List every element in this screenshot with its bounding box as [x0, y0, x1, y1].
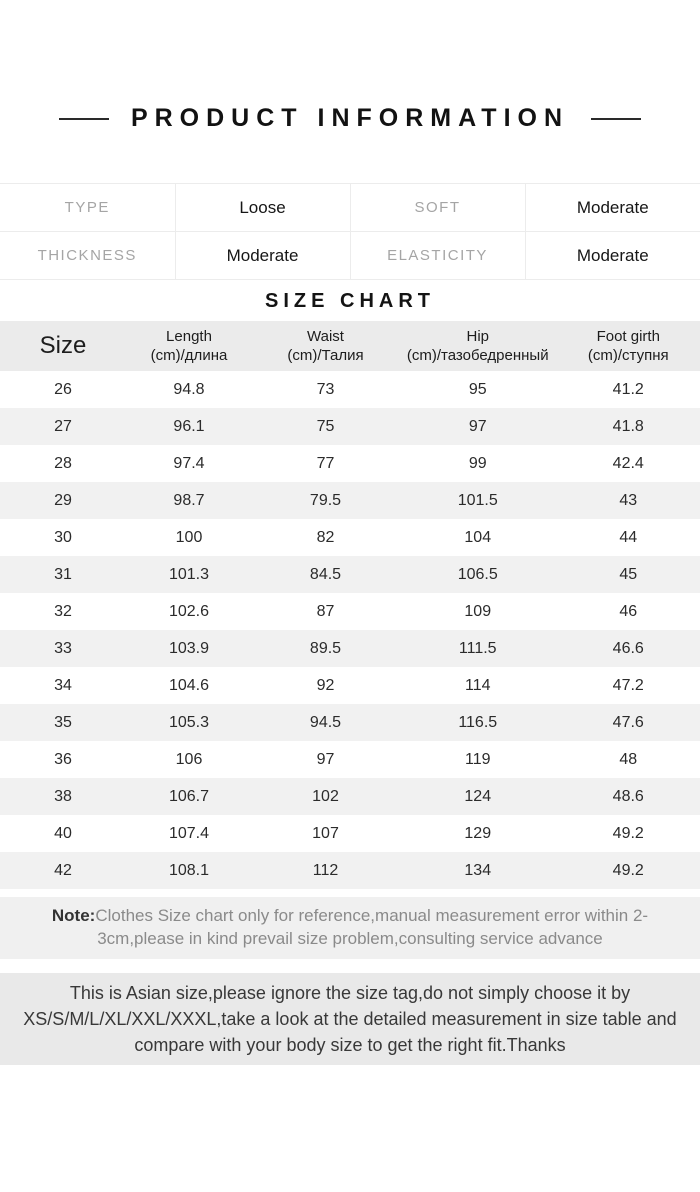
col-header-foot-girth-line1: Foot girth — [597, 328, 660, 345]
table-cell: 104 — [399, 519, 557, 556]
table-cell: 84.5 — [252, 556, 399, 593]
table-cell: 75 — [252, 408, 399, 445]
title-left-dash — [59, 118, 109, 120]
table-row — [0, 704, 700, 741]
spec-label-thickness: THICKNESS — [0, 232, 175, 280]
spec-row-1 — [0, 184, 700, 232]
table-cell: 94.8 — [126, 371, 252, 408]
table-cell: 134 — [399, 852, 557, 889]
table-cell: 108.1 — [126, 852, 252, 889]
table-cell: 47.6 — [557, 704, 700, 741]
table-cell: 49.2 — [557, 815, 700, 852]
table-cell: 106.7 — [126, 778, 252, 815]
table-cell: 79.5 — [252, 482, 399, 519]
table-cell: 36 — [0, 741, 126, 778]
table-cell: 102.6 — [126, 593, 252, 630]
table-cell: 31 — [0, 556, 126, 593]
table-cell: 97.4 — [126, 445, 252, 482]
title-right-dash — [591, 118, 641, 120]
table-cell: 101.3 — [126, 556, 252, 593]
table-cell: 35 — [0, 704, 126, 741]
table-cell: 106.5 — [399, 556, 557, 593]
table-cell: 103.9 — [126, 630, 252, 667]
table-cell: 101.5 — [399, 482, 557, 519]
table-cell: 49.2 — [557, 852, 700, 889]
table-cell: 48.6 — [557, 778, 700, 815]
spec-label-type: TYPE — [0, 184, 175, 232]
col-header-foot-girth — [557, 321, 700, 371]
col-header-length-line1: Length — [166, 328, 212, 345]
table-cell: 42 — [0, 852, 126, 889]
table-cell: 32 — [0, 593, 126, 630]
table-row — [0, 593, 700, 630]
table-cell: 42.4 — [557, 445, 700, 482]
table-cell: 26 — [0, 371, 126, 408]
col-header-waist-line2: (cm)/Талия — [287, 347, 363, 364]
spec-value-elasticity: Moderate — [525, 232, 700, 280]
table-cell: 124 — [399, 778, 557, 815]
table-cell: 107.4 — [126, 815, 252, 852]
table-cell: 102 — [252, 778, 399, 815]
size-chart-header-row — [0, 321, 700, 371]
table-cell: 107 — [252, 815, 399, 852]
col-header-waist-line1: Waist — [307, 328, 344, 345]
table-cell: 98.7 — [126, 482, 252, 519]
table-cell: 29 — [0, 482, 126, 519]
col-header-hip — [399, 321, 557, 371]
table-cell: 105.3 — [126, 704, 252, 741]
product-information-page — [0, 104, 700, 1065]
table-cell: 47.2 — [557, 667, 700, 704]
col-header-waist — [252, 321, 399, 371]
spec-value-type: Loose — [175, 184, 350, 232]
table-row — [0, 519, 700, 556]
table-cell: 100 — [126, 519, 252, 556]
table-row — [0, 445, 700, 482]
table-cell: 46.6 — [557, 630, 700, 667]
table-cell: 96.1 — [126, 408, 252, 445]
table-row — [0, 482, 700, 519]
table-cell: 119 — [399, 741, 557, 778]
table-cell: 111.5 — [399, 630, 557, 667]
table-cell: 82 — [252, 519, 399, 556]
col-header-hip-line1: Hip — [466, 328, 489, 345]
note-text: Clothes Size chart only for reference,manual measurement error within 2-3cm,please in kind prevail size problem,consulting service advance — [95, 906, 648, 948]
table-cell: 33 — [0, 630, 126, 667]
size-chart-table — [0, 321, 700, 889]
table-cell: 104.6 — [126, 667, 252, 704]
table-cell: 99 — [399, 445, 557, 482]
table-cell: 40 — [0, 815, 126, 852]
table-cell: 28 — [0, 445, 126, 482]
table-cell: 41.8 — [557, 408, 700, 445]
col-header-length-line2: (cm)/длина — [151, 347, 228, 364]
note-block — [0, 897, 700, 959]
page-title: PRODUCT INFORMATION — [131, 104, 569, 133]
table-cell: 43 — [557, 482, 700, 519]
table-row — [0, 741, 700, 778]
table-cell: 97 — [399, 408, 557, 445]
table-row — [0, 815, 700, 852]
table-cell: 112 — [252, 852, 399, 889]
note-prefix: Note: — [52, 906, 95, 925]
table-cell: 41.2 — [557, 371, 700, 408]
table-cell: 73 — [252, 371, 399, 408]
table-cell: 129 — [399, 815, 557, 852]
table-cell: 77 — [252, 445, 399, 482]
table-cell: 94.5 — [252, 704, 399, 741]
spec-label-soft: SOFT — [350, 184, 525, 232]
table-cell: 97 — [252, 741, 399, 778]
col-header-hip-line2: (cm)/тазобедренный — [407, 347, 549, 364]
asian-size-note: This is Asian size,please ignore the size tag,do not simply choose it by XS/S/M/L/XL/XXL/XXXL,take a look at the detailed measurement in size table and compare with your body size to get the right fit.Thanks — [0, 973, 700, 1065]
table-row — [0, 408, 700, 445]
col-header-length — [126, 321, 252, 371]
table-cell: 38 — [0, 778, 126, 815]
spec-value-soft: Moderate — [525, 184, 700, 232]
table-cell: 106 — [126, 741, 252, 778]
spec-row-2 — [0, 232, 700, 280]
table-cell: 27 — [0, 408, 126, 445]
table-cell: 46 — [557, 593, 700, 630]
table-cell: 92 — [252, 667, 399, 704]
table-cell: 45 — [557, 556, 700, 593]
col-header-size: Size — [0, 321, 126, 371]
col-header-foot-girth-line2: (cm)/ступня — [588, 347, 669, 364]
page-title-row — [0, 104, 700, 133]
table-cell: 44 — [557, 519, 700, 556]
table-row — [0, 778, 700, 815]
table-cell: 87 — [252, 593, 399, 630]
table-cell: 48 — [557, 741, 700, 778]
table-row — [0, 852, 700, 889]
table-cell: 116.5 — [399, 704, 557, 741]
table-cell: 95 — [399, 371, 557, 408]
table-cell: 109 — [399, 593, 557, 630]
table-cell: 114 — [399, 667, 557, 704]
spec-value-thickness: Moderate — [175, 232, 350, 280]
table-row — [0, 667, 700, 704]
table-cell: 89.5 — [252, 630, 399, 667]
table-row — [0, 556, 700, 593]
table-cell: 30 — [0, 519, 126, 556]
spec-table — [0, 183, 700, 280]
size-chart-heading: SIZE CHART — [0, 290, 700, 313]
spec-label-elasticity: ELASTICITY — [350, 232, 525, 280]
table-row — [0, 630, 700, 667]
table-cell: 34 — [0, 667, 126, 704]
table-row — [0, 371, 700, 408]
